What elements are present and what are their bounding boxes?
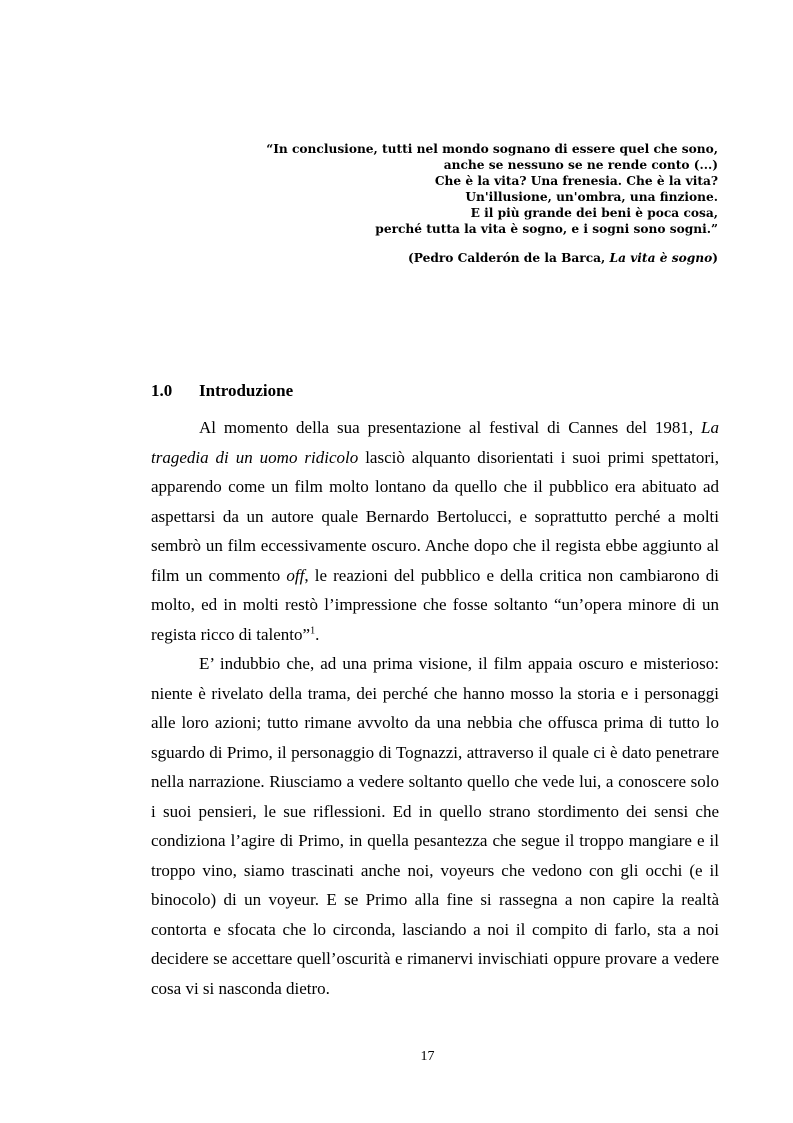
section-heading (151, 381, 293, 401)
footnote-marker[interactable]: 1 (310, 624, 316, 636)
section-title: Introduzione (199, 381, 294, 400)
attribution-close: ) (712, 250, 718, 265)
epigraph-line: perché tutta la vita è sogno, e i sogni sono sogni.” (375, 222, 718, 237)
film-title: La tragedia di un uomo ridicolo (151, 418, 719, 467)
p1-text-e: , le reazioni del pubblico e della critica non cambiarono di molto, ed in molti restò l’impressione che fosse soltanto “un’opera minore di un regista ricco di talento” (151, 565, 719, 644)
epigraph-line: anche se nessuno se ne rende conto (...) (443, 158, 718, 173)
off-term: off (286, 565, 305, 585)
p1-text-c: lasciò alquanto disorientati i suoi primi spettatori, apparendo come un film molto lontano da quello che il pubblico era abituato ad aspettarsi da un autore quale Bernardo Bertolucci, e soprattutto perché a molti sembrò un film eccessivamente oscuro. Anche dopo che il regista ebbe aggiunto al film un commento (151, 447, 719, 585)
epigraph-attribution (198, 250, 718, 266)
paragraph-2: E’ indubbio che, ad una prima visione, il film appaia oscuro e misterioso: niente è rivelato della trama, dei perché che hanno mosso la storia e i personaggi alle loro azioni; tutto rimane avvolto da una nebbia che offusca prima di tutto lo sguardo di Primo, il personaggio di Tognazzi, attraverso il quale ci è dato penetrare nella narrazione. Riusciamo a vedere soltanto quello che vede lui, a conoscere solo i suoi pensieri, le sue riflessioni. Ed in quello strano stordimento dei sensi che condiziona l’agire di Primo, in quella pesantezza che segue il troppo mangiare e il troppo vino, siamo trascinati anche noi, voyeurs che vedono con gli occhi (e il binocolo) di un voyeur. E se Primo alla fine si rassegna a non capire la realtà contorta e sfocata che lo circonda, lasciando a noi il compito di farlo, sta a noi decidere se accettare quell’oscurità e rimanervi invischiati oppure provare a vedere cosa vi si nasconda dietro. (151, 654, 719, 998)
epigraph-line: “In conclusione, tutti nel mondo sognano di essere quel che sono, (266, 142, 718, 156)
p1-text-f: . (315, 624, 320, 644)
epigraph-line: Che è la vita? Una frenesia. Che è la vita? (434, 174, 718, 189)
epigraph (198, 141, 718, 266)
epigraph-line: Un'illusione, un'ombra, una finzione. (465, 190, 718, 205)
attribution-work-title: La vita è sogno (609, 250, 713, 265)
attribution-author: (Pedro Calderón de la Barca, (407, 250, 610, 265)
paragraph-1 (151, 413, 719, 649)
p1-text-a: Al momento della sua presentazione al festival di Cannes del 1981, (199, 418, 702, 437)
body-text (151, 413, 719, 1003)
epigraph-line: E il più grande dei beni è poca cosa, (470, 206, 718, 221)
page-number: 17 (420, 1049, 435, 1064)
section-number: 1.0 (151, 381, 173, 400)
